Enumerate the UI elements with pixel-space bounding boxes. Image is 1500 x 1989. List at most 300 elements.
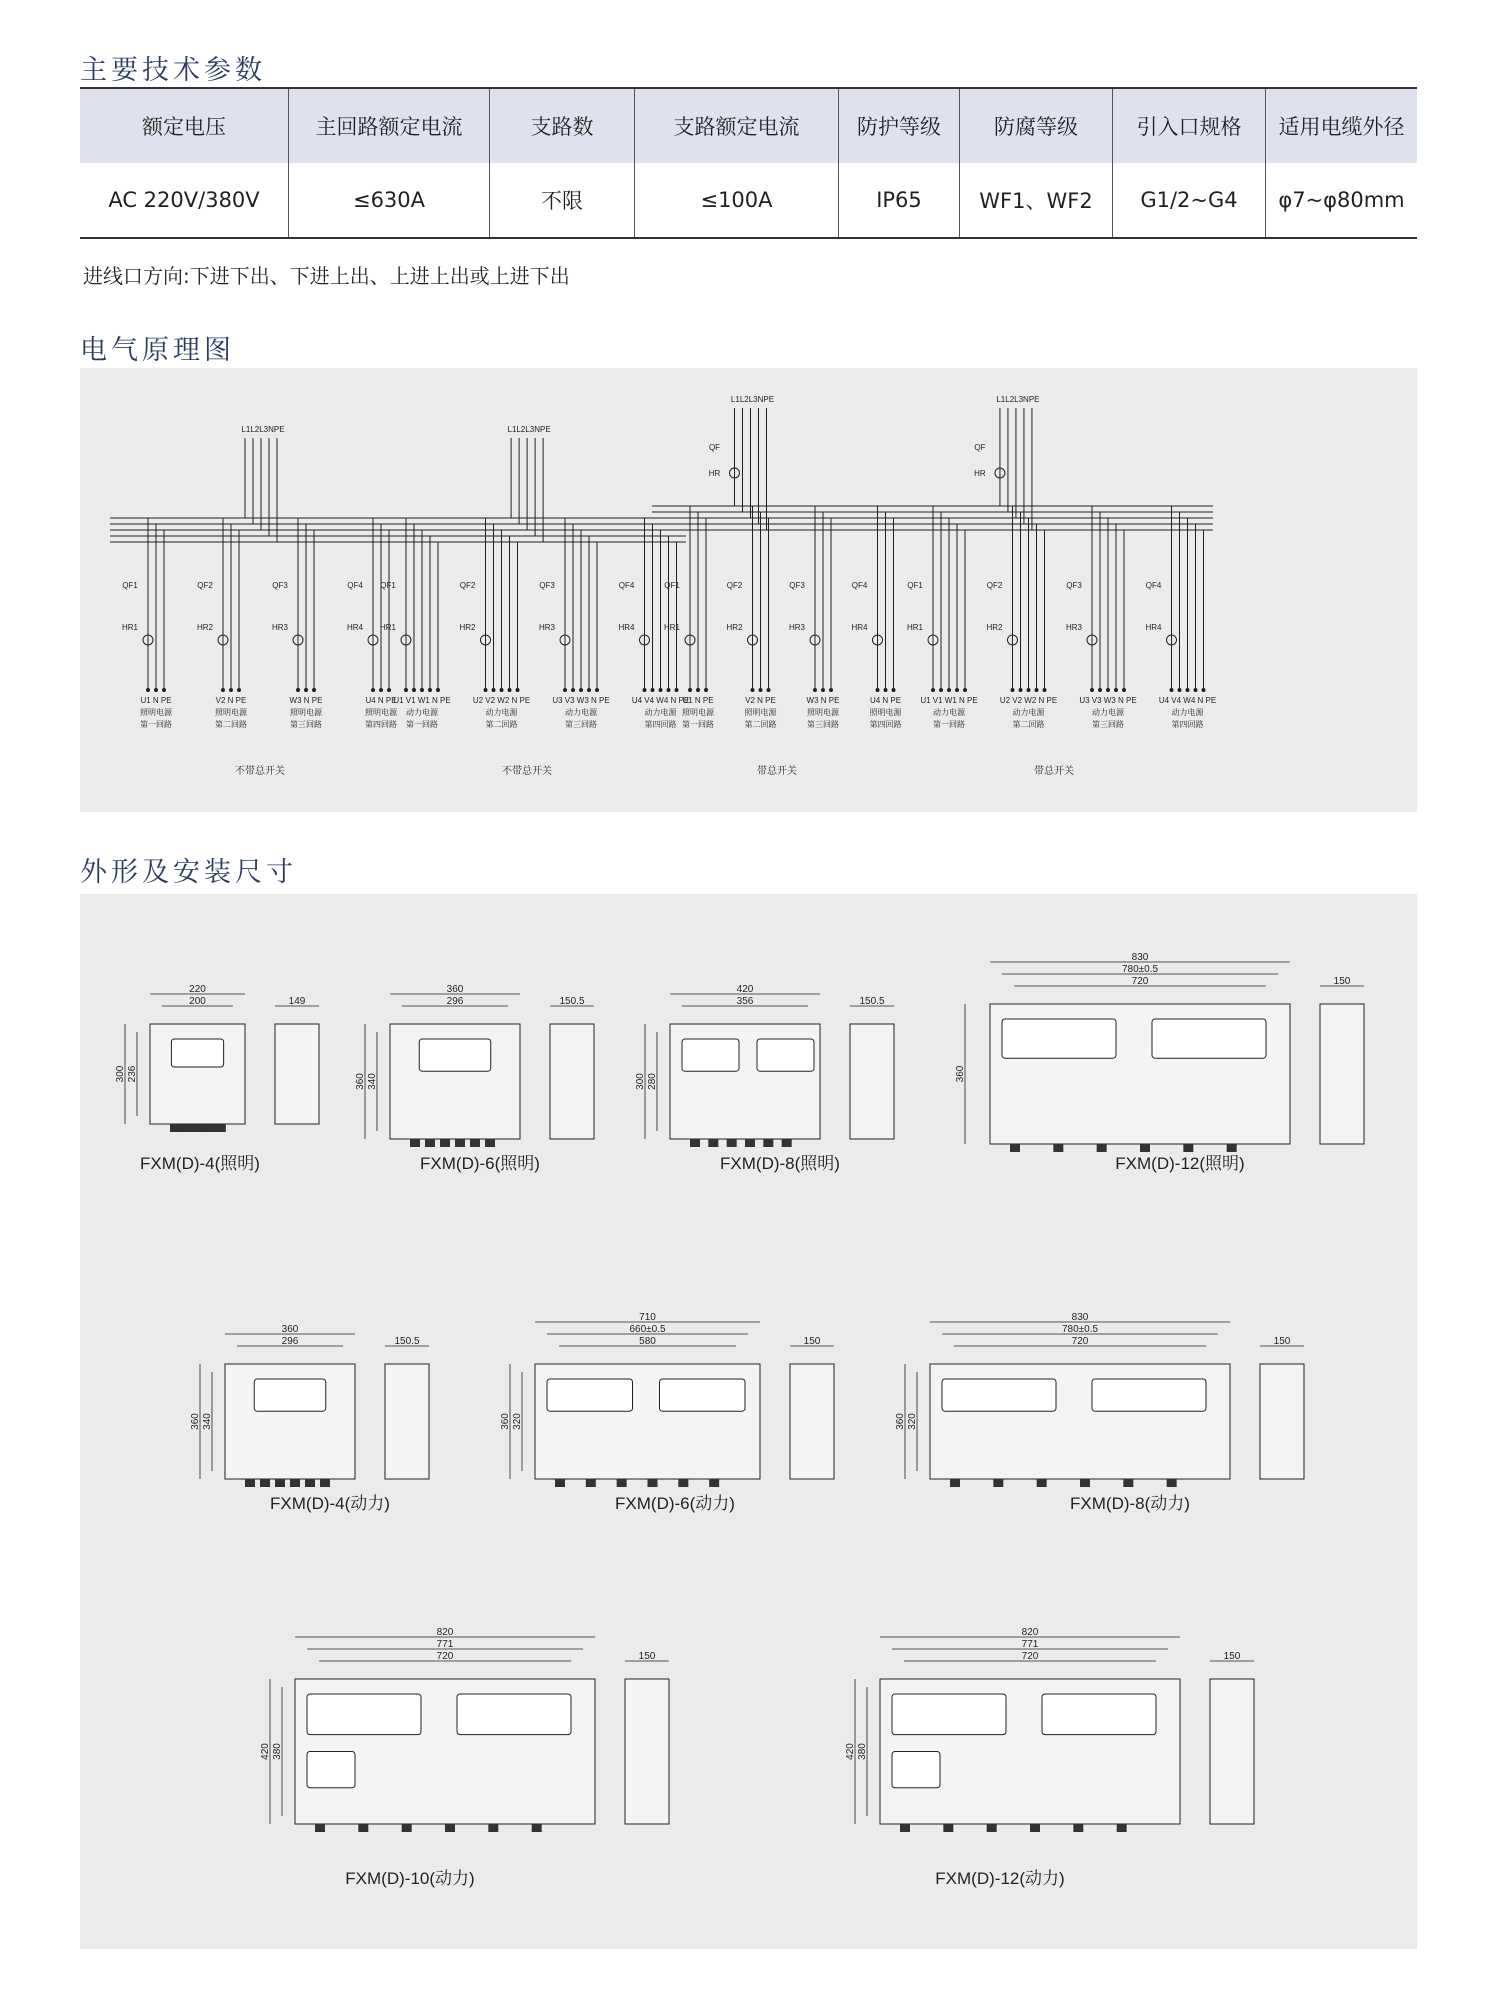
entry-direction-note: 进线口方向:下进下出、下进上出、上进上出或上进下出 xyxy=(83,264,570,288)
schematic-caption: 带总开关 xyxy=(757,766,797,777)
model-label: FXM(D)-12(照明) xyxy=(1115,1154,1245,1173)
terminal-dot xyxy=(884,688,888,692)
enclosure-side xyxy=(550,1024,594,1139)
bus-label: L1L2L3NPE xyxy=(507,425,551,434)
branch-qf-label: QF1 xyxy=(380,581,396,590)
circuit-number-label: 第三回路 xyxy=(565,720,597,729)
spec-header: 防腐等级 xyxy=(960,88,1113,163)
depth-dimension: 150.5 xyxy=(859,996,885,1007)
cable-gland xyxy=(440,1139,450,1147)
terminal-dot xyxy=(1019,688,1023,692)
window-panel xyxy=(757,1039,814,1071)
circuit-number-label: 第一回路 xyxy=(933,720,965,729)
terminal-dot xyxy=(696,688,700,692)
width-dimension: 820 xyxy=(1021,1627,1039,1638)
branch-hr-label: HR2 xyxy=(196,623,214,632)
circuit-number-label: 第二回路 xyxy=(485,720,518,729)
cable-gland xyxy=(586,1479,596,1487)
box-drawing-7 xyxy=(895,1312,1304,1513)
branch-hr-label: HR1 xyxy=(121,623,139,632)
cable-gland xyxy=(290,1479,300,1487)
cable-gland xyxy=(1183,1144,1193,1152)
circuit-type-label: 动力电源 xyxy=(1171,708,1204,717)
terminal-label: W3 N PE xyxy=(289,696,323,705)
cable-gland xyxy=(1123,1479,1133,1487)
terminal-dot xyxy=(1186,688,1190,692)
main-qf-label: QF xyxy=(974,443,986,452)
branch-hr-label: HR4 xyxy=(346,623,364,632)
circuit-number-label: 第四回路 xyxy=(365,720,397,729)
terminal-dot xyxy=(1027,688,1031,692)
cable-gland xyxy=(358,1824,368,1832)
spec-header: 主回路额定电流 xyxy=(289,88,490,163)
terminal-dot xyxy=(675,688,679,692)
width-dimension: 720 xyxy=(1131,976,1149,987)
branch-hr-label: HR2 xyxy=(726,623,743,632)
model-label: FXM(D)-4(照明) xyxy=(140,1154,260,1173)
circuit-number-label: 第四回路 xyxy=(869,720,902,729)
spec-header: 额定电压 xyxy=(80,88,289,163)
terminal-dot xyxy=(659,688,663,692)
terminal-label: U4 N PE xyxy=(365,696,397,705)
terminal-dot xyxy=(420,688,424,692)
spec-value: AC 220V/380V xyxy=(80,163,289,238)
terminal-dot xyxy=(412,688,416,692)
terminal-dot xyxy=(813,688,817,692)
width-dimension: 720 xyxy=(1021,1651,1039,1662)
width-dimension: 580 xyxy=(639,1336,656,1347)
dimensions-section-title: 外形及安装尺寸 xyxy=(80,857,297,888)
width-dimension: 360 xyxy=(446,984,464,995)
cable-gland xyxy=(488,1824,498,1832)
schematic-2 xyxy=(368,425,689,777)
cable-gland xyxy=(1073,1824,1083,1832)
width-dimension: 296 xyxy=(446,996,464,1007)
circuit-type-label: 照明电源 xyxy=(682,708,714,717)
terminal-dot xyxy=(162,688,166,692)
width-dimension: 420 xyxy=(736,984,754,995)
cable-gland xyxy=(1140,1144,1150,1152)
box-drawing-2 xyxy=(355,984,594,1173)
terminal-dot xyxy=(304,688,308,692)
spec-value: WF1、WF2 xyxy=(960,163,1113,238)
terminal-dot xyxy=(955,688,959,692)
cable-gland xyxy=(993,1479,1003,1487)
spec-value: IP65 xyxy=(839,163,960,238)
branch-hr-label: HR1 xyxy=(663,623,681,632)
terminal-dot xyxy=(1194,688,1198,692)
depth-dimension: 150 xyxy=(1223,1651,1241,1662)
terminal-dot xyxy=(759,688,763,692)
height-dimension: 380 xyxy=(272,1743,283,1760)
branch-qf-label: QF3 xyxy=(539,581,555,590)
window-panel xyxy=(254,1379,326,1411)
terminal-dot xyxy=(667,688,671,692)
terminal-dot xyxy=(221,688,225,692)
height-dimension: 300 xyxy=(115,1065,126,1083)
width-dimension: 296 xyxy=(281,1336,299,1347)
spec-section-title: 主要技术参数 xyxy=(80,55,266,86)
circuit-number-label: 第二回路 xyxy=(215,720,247,729)
depth-dimension: 150 xyxy=(638,1651,656,1662)
circuit-number-label: 第三回路 xyxy=(1092,720,1124,729)
window-panel xyxy=(419,1039,491,1071)
terminal-dot xyxy=(436,688,440,692)
schematic-panel xyxy=(80,368,1417,812)
spec-value-row xyxy=(80,163,1417,238)
spec-table xyxy=(80,87,1417,239)
circuit-number-label: 第三回路 xyxy=(807,720,839,729)
cable-gland xyxy=(617,1479,627,1487)
circuit-type-label: 照明电源 xyxy=(807,708,839,717)
terminal-dot xyxy=(931,688,935,692)
cable-gland xyxy=(648,1479,658,1487)
cable-gland xyxy=(275,1479,285,1487)
cable-gland xyxy=(782,1139,792,1147)
cable-gland xyxy=(179,1124,189,1132)
branch-qf-label: QF2 xyxy=(986,581,1003,590)
branch-qf-label: QF4 xyxy=(618,581,635,590)
cable-gland xyxy=(410,1139,420,1147)
circuit-type-label: 照明电源 xyxy=(744,708,777,717)
schematic-caption: 不带总开关 xyxy=(235,766,285,777)
circuit-type-label: 照明电源 xyxy=(290,708,322,717)
width-dimension: 780±0.5 xyxy=(1121,964,1159,975)
terminal-dot xyxy=(1122,688,1126,692)
branch-qf-label: QF2 xyxy=(459,581,476,590)
spec-value: ≤100A xyxy=(635,163,839,238)
height-dimension: 360 xyxy=(895,1413,906,1430)
window-panel xyxy=(307,1694,421,1735)
schematic-diagrams xyxy=(80,368,1417,812)
window-panel xyxy=(660,1379,746,1411)
spec-header-row xyxy=(80,88,1417,163)
width-dimension: 720 xyxy=(1071,1336,1089,1347)
terminal-dot xyxy=(704,688,708,692)
circuit-type-label: 照明电源 xyxy=(365,708,397,717)
window-panel xyxy=(307,1752,355,1788)
width-dimension: 220 xyxy=(189,984,206,995)
window-panel xyxy=(1152,1019,1266,1058)
terminal-dot xyxy=(595,688,599,692)
box-drawing-4 xyxy=(955,952,1364,1173)
height-dimension: 236 xyxy=(127,1065,138,1083)
terminal-dot xyxy=(1170,688,1174,692)
terminal-label: U1 V1 W1 N PE xyxy=(393,696,451,705)
width-dimension: 780±0.5 xyxy=(1061,1324,1099,1335)
depth-dimension: 150 xyxy=(1333,976,1351,987)
enclosure-side xyxy=(625,1679,669,1824)
circuit-type-label: 动力电源 xyxy=(485,708,518,717)
height-dimension: 320 xyxy=(512,1413,523,1430)
terminal-dot xyxy=(296,688,300,692)
depth-dimension: 150 xyxy=(803,1336,821,1347)
dimensions-panel xyxy=(80,894,1417,1949)
circuit-type-label: 动力电源 xyxy=(933,708,965,717)
model-label: FXM(D)-6(动力) xyxy=(615,1494,735,1513)
terminal-dot xyxy=(876,688,880,692)
branch-hr-label: HR3 xyxy=(271,623,289,632)
terminal-dot xyxy=(1011,688,1015,692)
branch-hr-label: HR3 xyxy=(1065,623,1083,632)
circuit-type-label: 照明电源 xyxy=(869,708,902,717)
branch-qf-label: QF4 xyxy=(1145,581,1162,590)
terminal-label: W3 N PE xyxy=(806,696,840,705)
terminal-label: U3 V3 W3 N PE xyxy=(1079,696,1137,705)
cable-gland xyxy=(555,1479,565,1487)
enclosure-side xyxy=(1260,1364,1304,1479)
branch-qf-label: QF4 xyxy=(347,581,363,590)
width-dimension: 660±0.5 xyxy=(629,1324,666,1335)
cable-gland xyxy=(1030,1824,1040,1832)
window-panel xyxy=(1042,1694,1156,1735)
cable-gland xyxy=(320,1479,330,1487)
branch-qf-label: QF3 xyxy=(1066,581,1082,590)
schematic-1 xyxy=(110,425,410,777)
terminal-label: U2 V2 W2 N PE xyxy=(999,696,1058,705)
terminal-dot xyxy=(1098,688,1102,692)
width-dimension: 830 xyxy=(1131,952,1149,963)
circuit-type-label: 照明电源 xyxy=(140,708,172,717)
width-dimension: 720 xyxy=(436,1651,454,1662)
branch-hr-label: HR3 xyxy=(538,623,556,632)
box-drawing-8 xyxy=(260,1627,669,1888)
circuit-number-label: 第四回路 xyxy=(1171,720,1204,729)
width-dimension: 360 xyxy=(281,1324,299,1335)
spec-header: 支路数 xyxy=(490,88,635,163)
cable-gland xyxy=(1167,1479,1177,1487)
terminal-dot xyxy=(229,688,233,692)
cable-gland xyxy=(245,1479,255,1487)
cable-gland xyxy=(170,1124,180,1132)
width-dimension: 820 xyxy=(436,1627,454,1638)
cable-gland xyxy=(900,1824,910,1832)
cable-gland xyxy=(987,1824,997,1832)
box-drawing-3 xyxy=(635,984,894,1173)
branch-hr-label: HR2 xyxy=(459,623,476,632)
depth-dimension: 150.5 xyxy=(559,996,585,1007)
cable-gland xyxy=(532,1824,542,1832)
branch-hr-label: HR4 xyxy=(851,623,868,632)
box-drawing-1 xyxy=(115,984,319,1173)
terminal-dot xyxy=(492,688,496,692)
cable-gland xyxy=(690,1139,700,1147)
enclosure-side xyxy=(1210,1679,1254,1824)
terminal-dot xyxy=(154,688,158,692)
circuit-number-label: 第四回路 xyxy=(644,720,677,729)
terminal-dot xyxy=(947,688,951,692)
terminal-dot xyxy=(500,688,504,692)
cable-gland xyxy=(425,1139,435,1147)
schematic-caption: 不带总开关 xyxy=(502,766,552,777)
cable-gland xyxy=(207,1124,217,1132)
window-panel xyxy=(892,1694,1006,1735)
terminal-dot xyxy=(371,688,375,692)
height-dimension: 360 xyxy=(955,1065,966,1083)
terminal-dot xyxy=(237,688,241,692)
terminal-label: U3 V3 W3 N PE xyxy=(552,696,610,705)
cable-gland xyxy=(260,1479,270,1487)
schematic-3 xyxy=(652,395,902,777)
main-hr-label: HR xyxy=(974,469,986,478)
terminal-label: V2 N PE xyxy=(215,696,247,705)
terminal-dot xyxy=(688,688,692,692)
cable-gland xyxy=(188,1124,198,1132)
main-qf-label: QF xyxy=(708,443,721,452)
branch-hr-label: HR2 xyxy=(986,623,1003,632)
terminal-dot xyxy=(751,688,755,692)
terminal-dot xyxy=(404,688,408,692)
box-drawing-5 xyxy=(190,1324,429,1513)
circuit-number-label: 第一回路 xyxy=(140,720,172,729)
dimension-drawings xyxy=(80,894,1417,1949)
model-label: FXM(D)-8(照明) xyxy=(720,1154,840,1173)
cable-gland xyxy=(1037,1479,1047,1487)
cable-gland xyxy=(455,1139,465,1147)
enclosure-side xyxy=(790,1364,834,1479)
terminal-dot xyxy=(963,688,967,692)
window-panel xyxy=(682,1039,739,1071)
box-drawing-9 xyxy=(845,1627,1254,1888)
circuit-type-label: 动力电源 xyxy=(406,708,438,717)
terminal-label: V2 N PE xyxy=(745,696,776,705)
window-panel xyxy=(1092,1379,1206,1411)
enclosure-side xyxy=(1320,1004,1364,1144)
branch-qf-label: QF2 xyxy=(726,581,743,590)
height-dimension: 420 xyxy=(845,1743,856,1760)
cable-gland xyxy=(943,1824,953,1832)
spec-value: 不限 xyxy=(490,163,635,238)
window-panel xyxy=(942,1379,1056,1411)
height-dimension: 360 xyxy=(500,1413,511,1430)
enclosure-side xyxy=(275,1024,319,1124)
terminal-dot xyxy=(579,688,583,692)
terminal-label: U2 V2 W2 N PE xyxy=(472,696,531,705)
bus-label: L1L2L3NPE xyxy=(241,425,285,434)
schematic-section-title: 电气原理图 xyxy=(80,335,235,366)
terminal-dot xyxy=(1106,688,1110,692)
height-dimension: 320 xyxy=(907,1413,918,1430)
circuit-type-label: 动力电源 xyxy=(644,708,677,717)
terminal-dot xyxy=(563,688,567,692)
terminal-dot xyxy=(1114,688,1118,692)
box-drawing-6 xyxy=(500,1312,834,1513)
width-dimension: 771 xyxy=(1021,1639,1039,1650)
schematic-4 xyxy=(895,395,1216,777)
cable-gland xyxy=(305,1479,315,1487)
depth-dimension: 149 xyxy=(288,996,306,1007)
branch-qf-label: QF3 xyxy=(272,581,288,590)
branch-hr-label: HR4 xyxy=(1145,623,1162,632)
enclosure-side xyxy=(385,1364,429,1479)
model-label: FXM(D)-10(动力) xyxy=(345,1869,475,1888)
terminal-dot xyxy=(939,688,943,692)
circuit-number-label: 第三回路 xyxy=(290,720,322,729)
height-dimension: 420 xyxy=(260,1743,271,1760)
width-dimension: 356 xyxy=(736,996,754,1007)
terminal-dot xyxy=(1043,688,1047,692)
spec-value: φ7~φ80mm xyxy=(1266,163,1418,238)
branch-qf-label: QF1 xyxy=(664,581,680,590)
spec-header: 引入口规格 xyxy=(1113,88,1266,163)
circuit-type-label: 动力电源 xyxy=(1012,708,1045,717)
width-dimension: 771 xyxy=(436,1639,454,1650)
cable-gland xyxy=(1227,1144,1237,1152)
window-panel xyxy=(171,1039,223,1067)
terminal-label: U4 V4 W4 N PE xyxy=(631,696,690,705)
circuit-type-label: 动力电源 xyxy=(1092,708,1124,717)
window-panel xyxy=(457,1694,571,1735)
circuit-number-label: 第二回路 xyxy=(744,720,777,729)
cable-gland xyxy=(1117,1824,1127,1832)
width-dimension: 830 xyxy=(1071,1312,1089,1323)
terminal-label: U1 N PE xyxy=(140,696,172,705)
cable-gland xyxy=(315,1824,325,1832)
spec-value: G1/2~G4 xyxy=(1113,163,1266,238)
height-dimension: 340 xyxy=(367,1073,378,1090)
cable-gland xyxy=(1053,1144,1063,1152)
window-panel xyxy=(547,1379,633,1411)
terminal-dot xyxy=(892,688,896,692)
terminal-dot xyxy=(387,688,391,692)
height-dimension: 280 xyxy=(647,1073,658,1090)
terminal-label: U1 N PE xyxy=(682,696,714,705)
terminal-dot xyxy=(428,688,432,692)
terminal-dot xyxy=(484,688,488,692)
circuit-type-label: 照明电源 xyxy=(215,708,247,717)
terminal-dot xyxy=(1178,688,1182,692)
branch-qf-label: QF2 xyxy=(197,581,213,590)
terminal-dot xyxy=(571,688,575,692)
model-label: FXM(D)-4(动力) xyxy=(270,1494,390,1513)
window-panel xyxy=(1002,1019,1116,1058)
circuit-number-label: 第一回路 xyxy=(406,720,438,729)
height-dimension: 360 xyxy=(190,1413,201,1430)
circuit-type-label: 动力电源 xyxy=(565,708,597,717)
cable-gland xyxy=(1080,1479,1090,1487)
model-label: FXM(D)-6(照明) xyxy=(420,1154,540,1173)
height-dimension: 300 xyxy=(635,1073,646,1090)
circuit-number-label: 第二回路 xyxy=(1012,720,1045,729)
cable-gland xyxy=(1010,1144,1020,1152)
cable-gland xyxy=(470,1139,480,1147)
terminal-dot xyxy=(651,688,655,692)
terminal-label: U4 V4 W4 N PE xyxy=(1158,696,1217,705)
main-hr-label: HR xyxy=(708,469,721,478)
depth-dimension: 150.5 xyxy=(394,1336,420,1347)
terminal-dot xyxy=(587,688,591,692)
branch-hr-label: HR1 xyxy=(379,623,397,632)
depth-dimension: 150 xyxy=(1273,1336,1291,1347)
cable-gland xyxy=(727,1139,737,1147)
branch-hr-label: HR4 xyxy=(618,623,635,632)
spec-header: 支路额定电流 xyxy=(635,88,839,163)
terminal-dot xyxy=(1090,688,1094,692)
cable-gland xyxy=(402,1824,412,1832)
schematic-caption: 带总开关 xyxy=(1034,766,1074,777)
cable-gland xyxy=(950,1479,960,1487)
width-dimension: 710 xyxy=(639,1312,656,1323)
cable-gland xyxy=(198,1124,208,1132)
spec-value: ≤630A xyxy=(289,163,490,238)
terminal-dot xyxy=(379,688,383,692)
height-dimension: 340 xyxy=(202,1413,213,1430)
cable-gland xyxy=(708,1139,718,1147)
terminal-dot xyxy=(1035,688,1039,692)
terminal-dot xyxy=(767,688,771,692)
cable-gland xyxy=(485,1139,495,1147)
terminal-dot xyxy=(146,688,150,692)
